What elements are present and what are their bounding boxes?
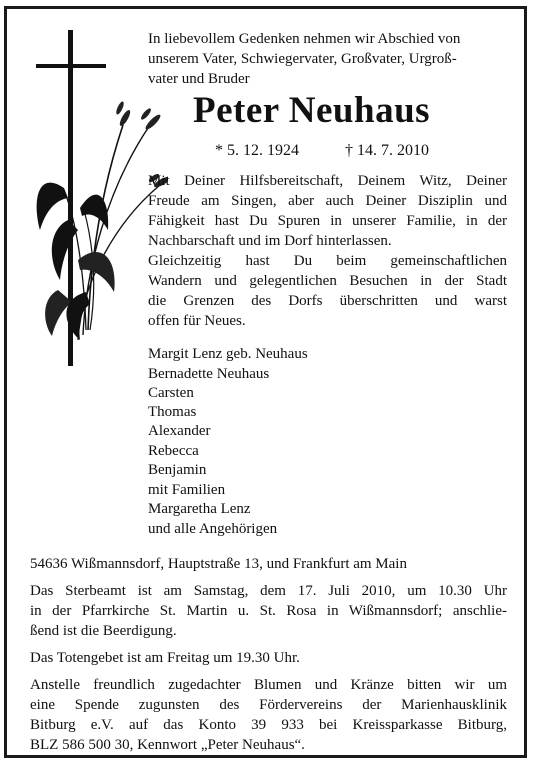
- tribute-line-8: offen für Neues.: [148, 313, 246, 329]
- funeral-line-3: ßend ist die Beerdigung.: [30, 623, 177, 639]
- mourner-2: Bernadette Neuhaus: [148, 366, 270, 382]
- cross-with-wheat-icon: [28, 30, 168, 370]
- mourner-8: mit Familien: [148, 482, 226, 498]
- donation-line-4: BLZ 586 500 30, Kennwort „Peter Neuhaus“.: [30, 737, 305, 753]
- tribute-line-4: Nachbarschaft und im Dorf hinterlassen.: [148, 233, 392, 249]
- mourner-7: Benjamin: [148, 462, 207, 478]
- deceased-name: Peter Neuhaus: [193, 90, 431, 131]
- mourner-6: Rebecca: [148, 443, 199, 459]
- mourner-5: Alexander: [148, 423, 211, 439]
- mourner-9: Margaretha Lenz: [148, 501, 251, 517]
- death-date: † 14. 7. 2010: [345, 142, 429, 159]
- tribute-line-7: die Grenzen des Dorfs überschritten und warst: [148, 293, 507, 309]
- donation-line-1: Anstelle freundlich zugedachter Blumen und Kränze bitten wir um: [30, 677, 507, 693]
- birth-date: * 5. 12. 1924: [215, 142, 299, 159]
- prayer-note: Das Totengebet ist am Freitag um 19.30 Uhr.: [30, 650, 300, 666]
- intro-line-2: unserem Vater, Schwiegervater, Großvater, Urgroß-: [148, 51, 457, 67]
- tribute-line-2: Freude am Singen, aber auch Deiner Disziplin und: [148, 193, 507, 209]
- tribute-line-3: Fähigkeit hast Du Spuren in unserer Familie, in der: [148, 213, 507, 229]
- tribute-line-5: Gleichzeitig hast Du beim gemeinschaftlichen: [148, 253, 507, 269]
- funeral-line-2: in der Pfarrkirche St. Martin u. St. Rosa in Wißmannsdorf; anschlie-: [30, 603, 507, 619]
- funeral-line-1: Das Sterbeamt ist am Samstag, dem 17. Juli 2010, um 10.30 Uhr: [30, 583, 507, 599]
- donation-line-2: eine Spende zugunsten des Fördervereins der Marienhausklinik: [30, 697, 507, 713]
- mourner-3: Carsten: [148, 385, 194, 401]
- address: 54636 Wißmannsdorf, Hauptstraße 13, und Frankfurt am Main: [30, 556, 407, 572]
- tribute-line-1: Mit Deiner Hilfsbereitschaft, Deinem Witz, Deiner: [148, 173, 507, 189]
- mourner-1: Margit Lenz geb. Neuhaus: [148, 346, 308, 362]
- tribute-line-6: Wandern und gelegentlichen Besuchen in der Stadt: [148, 273, 507, 289]
- intro-line-1: In liebevollem Gedenken nehmen wir Abschied von: [148, 31, 461, 47]
- donation-line-3: Bitburg e.V. auf das Konto 39 933 bei Kreissparkasse Bitburg,: [30, 717, 507, 733]
- intro-line-3: vater und Bruder: [148, 71, 250, 87]
- mourner-10: und alle Angehörigen: [148, 521, 278, 537]
- mourner-4: Thomas: [148, 404, 197, 420]
